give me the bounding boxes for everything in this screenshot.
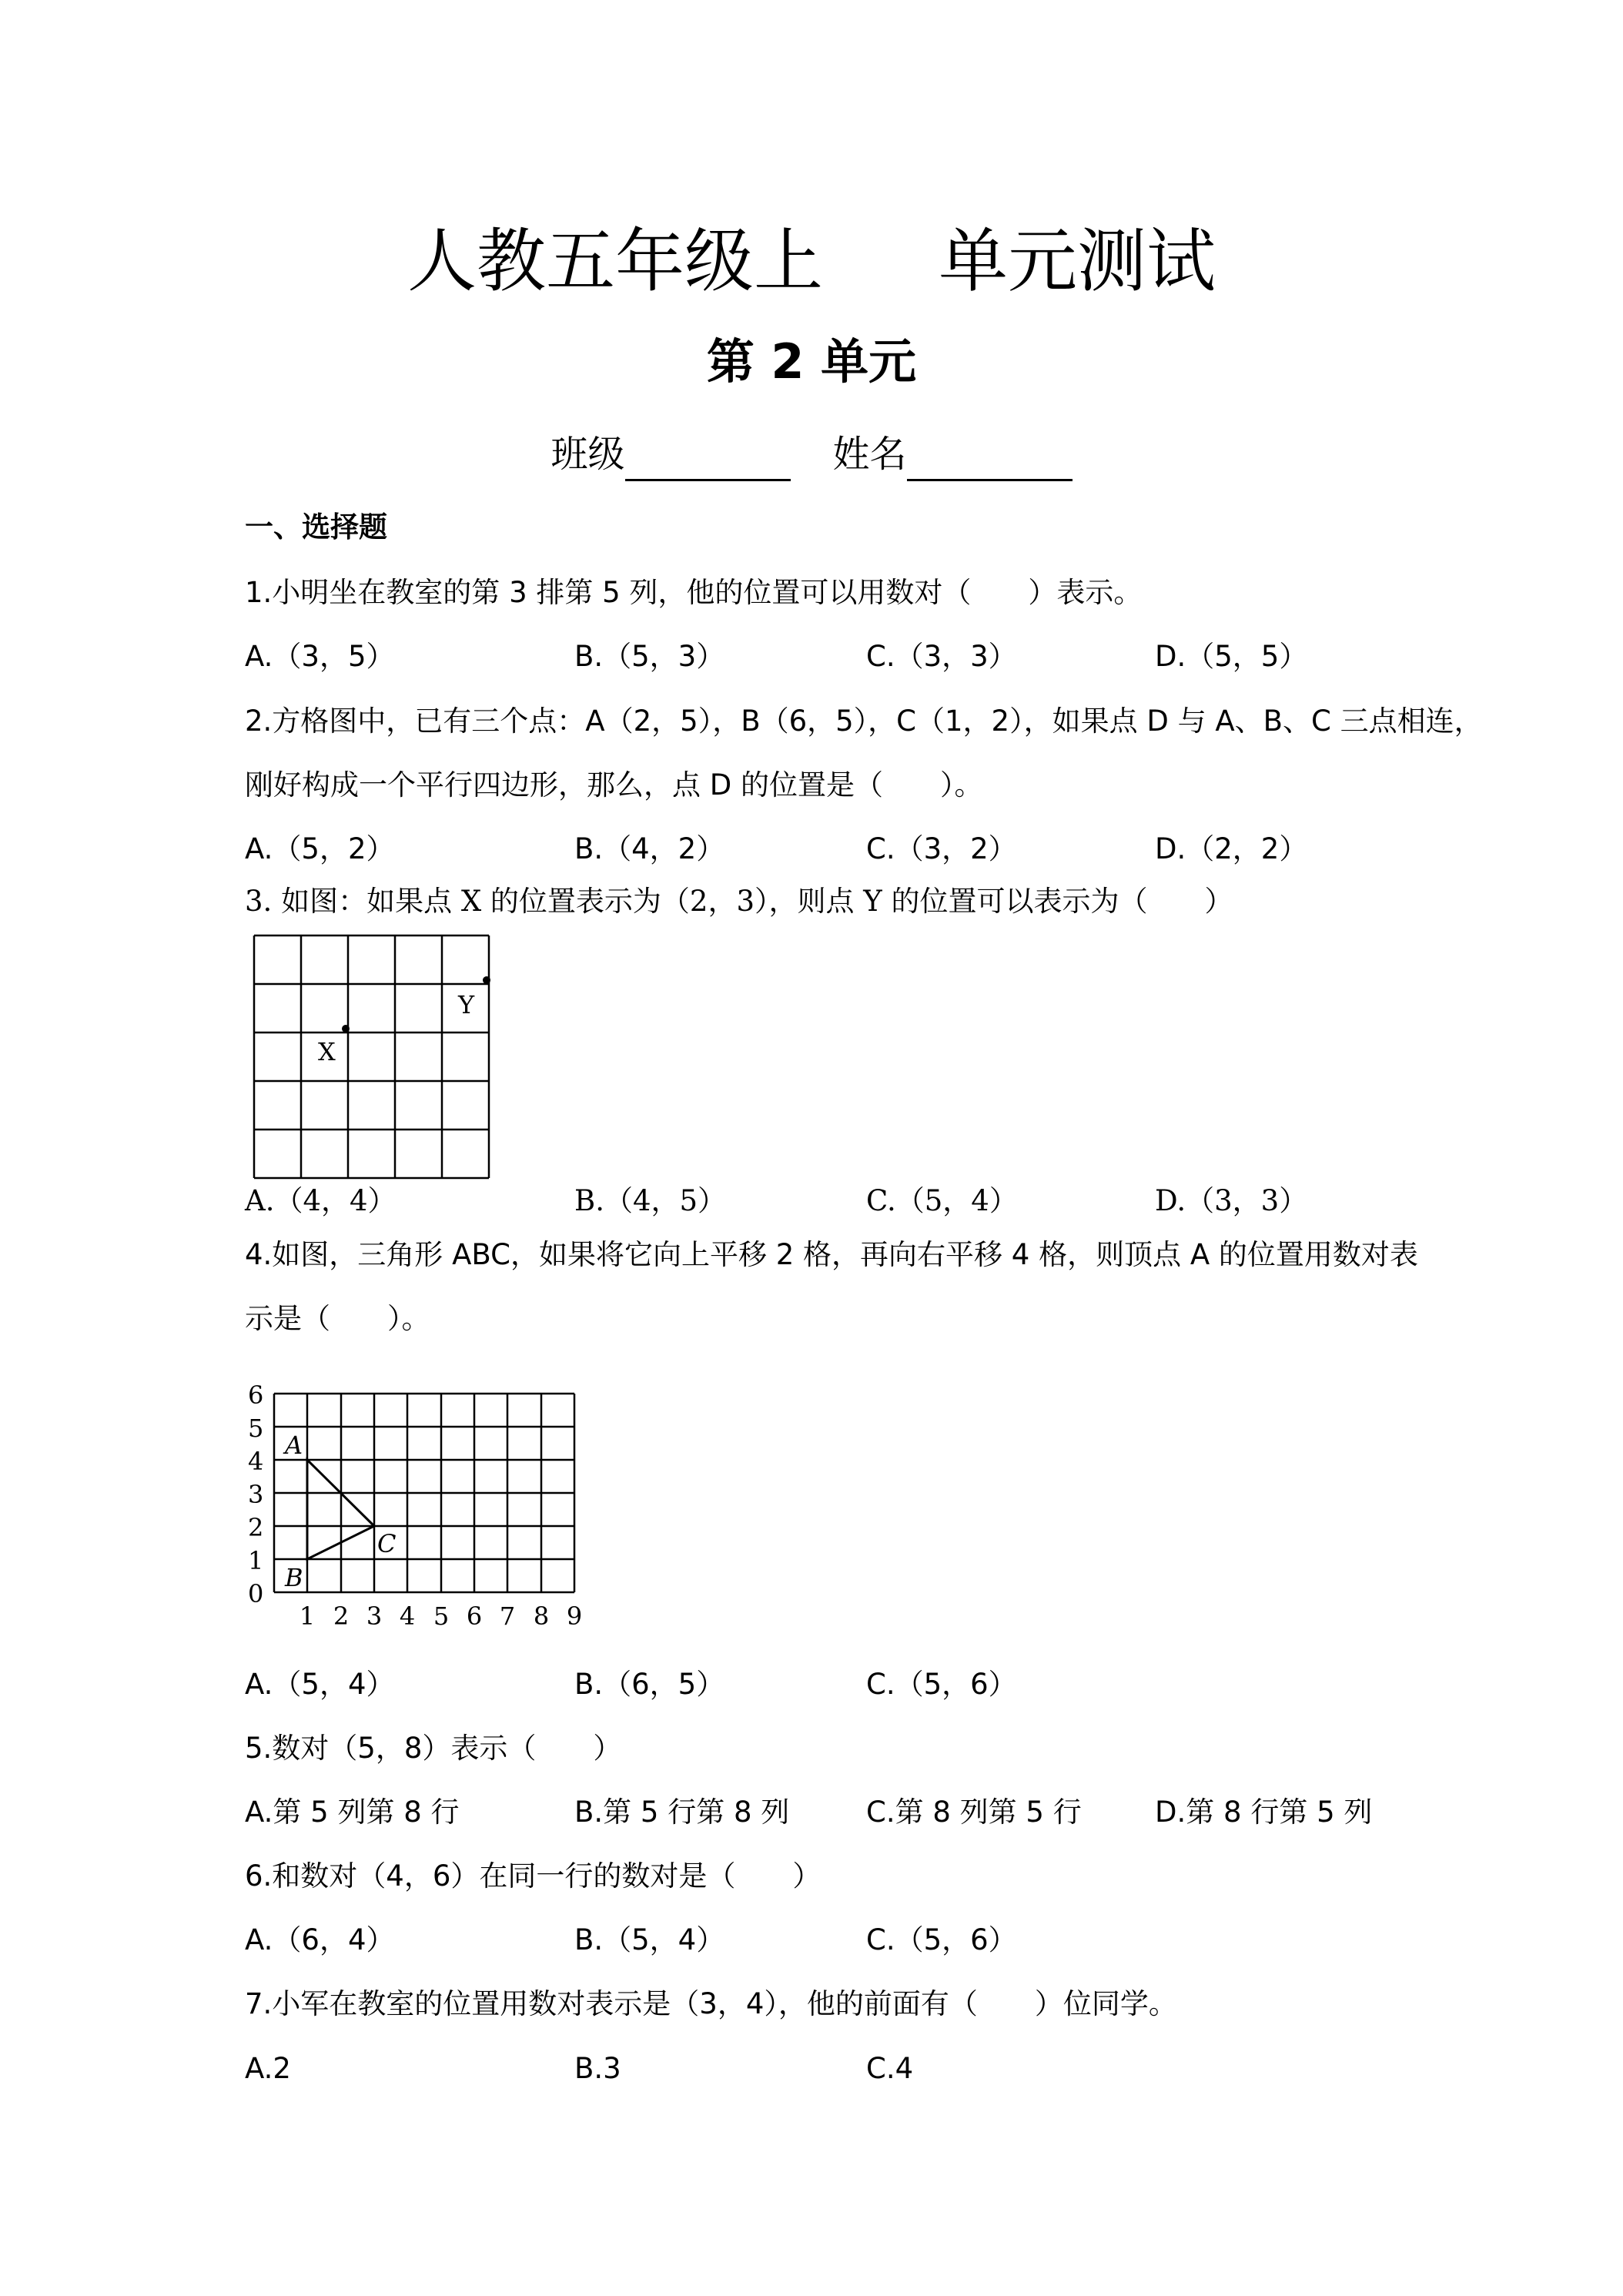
q3-option-a[interactable]: A.（4，4） xyxy=(245,1184,397,1217)
x-tick-7: 7 xyxy=(499,1602,516,1631)
vertex-b-label: B xyxy=(285,1563,303,1592)
q2-option-d[interactable]: D.（2，2） xyxy=(1155,832,1308,865)
y-tick-3: 3 xyxy=(248,1480,264,1509)
question-7-stem: 7.小军在教室的位置用数对表示是（3，4），他的前面有（ ）位同学。 xyxy=(245,1987,1177,2020)
q2-option-b[interactable]: B.（4，2） xyxy=(574,832,725,865)
q6-option-a[interactable]: A.（6，4） xyxy=(245,1923,395,1956)
y-tick-6: 6 xyxy=(248,1381,264,1410)
question-4-stem-line2: 示是（ ）。 xyxy=(245,1302,430,1335)
class-label: 班级 xyxy=(550,433,625,476)
name-label: 姓名 xyxy=(832,433,907,476)
q3-option-c[interactable]: C.（5，4） xyxy=(866,1184,1018,1217)
q4-grid-figure xyxy=(245,1371,591,1640)
q5-option-c[interactable]: C.第 8 列第 5 行 xyxy=(866,1796,1082,1829)
x-tick-9: 9 xyxy=(566,1602,583,1631)
q4-option-c[interactable]: C.（5，6） xyxy=(866,1668,1017,1701)
q1-option-c[interactable]: C.（3，3） xyxy=(866,640,1017,673)
x-tick-6: 6 xyxy=(466,1602,483,1631)
q3-option-d[interactable]: D.（3，3） xyxy=(1155,1184,1308,1217)
point-x xyxy=(342,1025,350,1033)
y-tick-4: 4 xyxy=(248,1447,264,1476)
q5-option-d[interactable]: D.第 8 行第 5 列 xyxy=(1155,1796,1373,1829)
q3-option-b[interactable]: B.（4，5） xyxy=(574,1184,727,1217)
y-tick-2: 2 xyxy=(248,1513,264,1542)
x-tick-2: 2 xyxy=(333,1602,350,1631)
q1-option-d[interactable]: D.（5，5） xyxy=(1155,640,1308,673)
x-tick-5: 5 xyxy=(433,1602,450,1631)
section-title: 一、选择题 xyxy=(245,510,387,544)
page-subtitle: 第 2 单元 xyxy=(706,333,917,390)
question-4-stem-line1: 4.如图，三角形 ABC，如果将它向上平移 2 格，再向右平移 4 格，则顶点 A 的位置用数对表 xyxy=(245,1238,1418,1271)
q3-grid xyxy=(254,935,489,1178)
title-right: 单元测试 xyxy=(939,221,1216,302)
q4-option-a[interactable]: A.（5，4） xyxy=(245,1668,395,1701)
q6-option-c[interactable]: C.（5，6） xyxy=(866,1923,1017,1956)
point-y-label: Y xyxy=(458,990,475,1019)
q3-grid-figure xyxy=(246,928,493,1182)
q5-option-a[interactable]: A.第 5 列第 8 行 xyxy=(245,1796,460,1829)
q1-option-a[interactable]: A.（3，5） xyxy=(245,640,395,673)
q5-option-b[interactable]: B.第 5 行第 8 列 xyxy=(574,1796,790,1829)
y-tick-5: 5 xyxy=(248,1414,264,1443)
x-tick-3: 3 xyxy=(366,1602,383,1631)
q7-option-a[interactable]: A.2 xyxy=(245,2052,291,2085)
q7-option-b[interactable]: B.3 xyxy=(574,2052,621,2085)
x-tick-4: 4 xyxy=(399,1602,416,1631)
title-left: 人教五年级上 xyxy=(407,221,823,302)
x-tick-8: 8 xyxy=(533,1602,550,1631)
question-2-stem-line1: 2.方格图中，已有三个点：A（2，5），B（6，5），C（1，2），如果点 D 与 A、B、C 三点相连， xyxy=(245,705,1483,738)
x-tick-1: 1 xyxy=(299,1602,316,1631)
question-2-stem-line2: 刚好构成一个平行四边形，那么，点 D 的位置是（ ）。 xyxy=(245,768,983,802)
q2-option-c[interactable]: C.（3，2） xyxy=(866,832,1017,865)
class-blank[interactable] xyxy=(625,437,791,481)
name-blank[interactable] xyxy=(907,437,1073,481)
point-y xyxy=(483,976,490,984)
q6-option-b[interactable]: B.（5，4） xyxy=(574,1923,725,1956)
q4-grid xyxy=(274,1394,574,1592)
vertex-a-label: A xyxy=(285,1431,303,1460)
vertex-c-label: C xyxy=(377,1529,397,1558)
question-6-stem: 6.和数对（4，6）在同一行的数对是（ ） xyxy=(245,1859,822,1893)
q1-option-b[interactable]: B.（5，3） xyxy=(574,640,725,673)
q7-option-c[interactable]: C.4 xyxy=(866,2052,914,2085)
question-1-stem: 1.小明坐在教室的第 3 排第 5 列，他的位置可以用数对（ ）表示。 xyxy=(245,576,1143,609)
q2-option-a[interactable]: A.（5，2） xyxy=(245,832,395,865)
q4-option-b[interactable]: B.（6，5） xyxy=(574,1668,725,1701)
student-info xyxy=(0,427,1623,481)
y-tick-1: 1 xyxy=(248,1546,264,1575)
page-title xyxy=(0,219,1623,304)
point-x-label: X xyxy=(318,1037,336,1066)
question-3-stem: 3. 如图：如果点 X 的位置表示为（2，3），则点 Y 的位置可以表示为（ ） xyxy=(245,885,1233,918)
question-5-stem: 5.数对（5，8）表示（ ） xyxy=(245,1732,622,1765)
y-tick-0: 0 xyxy=(248,1579,264,1608)
